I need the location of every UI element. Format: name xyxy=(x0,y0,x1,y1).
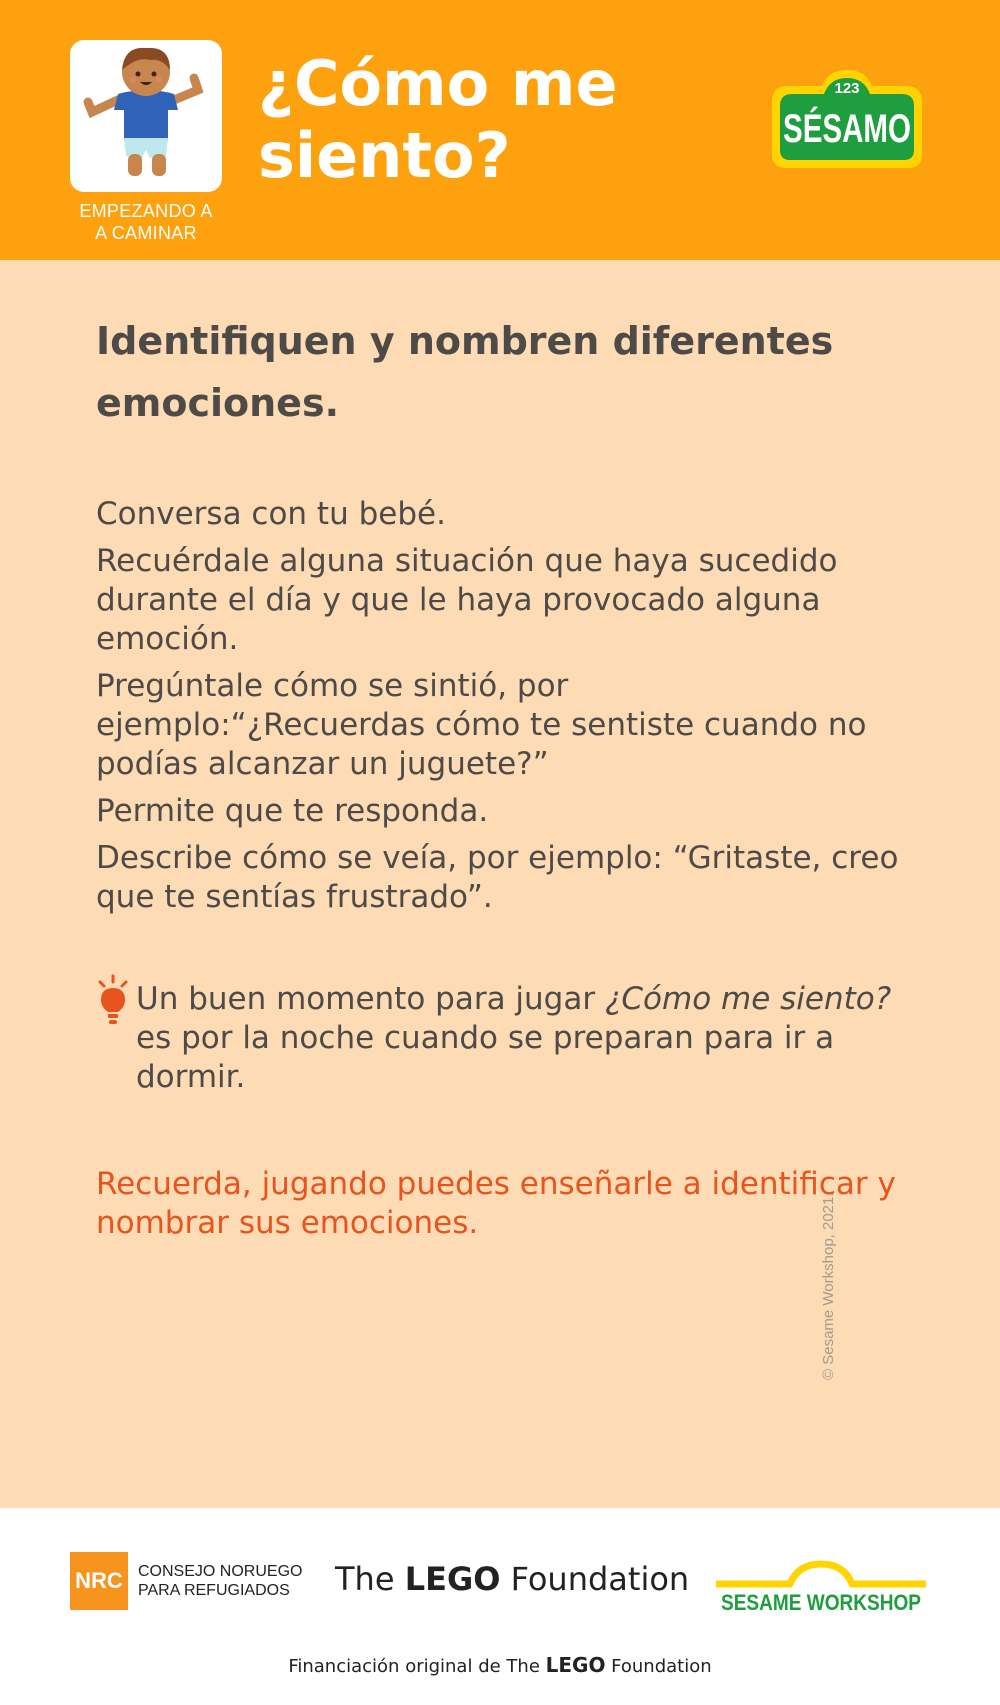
lego-word: LEGO xyxy=(404,1560,501,1598)
toddler-card xyxy=(70,40,222,192)
nrc-line2: PARA REFUGIADOS xyxy=(138,1582,290,1599)
footer xyxy=(0,1508,1000,1705)
sesamo-number: 123 xyxy=(834,80,860,97)
funding-foundation: Foundation xyxy=(605,1656,712,1677)
title-line2: siento? xyxy=(258,119,511,192)
instruction-2: Recuérdale alguna situación que haya sucedido durante el día y que le haya provocado alguna emoción. xyxy=(96,543,838,657)
instruction-5: Describe cómo se veía, por ejemplo: “Gritaste, creo que te sentías frustrado”. xyxy=(96,840,899,915)
activity-subtitle: Identifiquen y nombren diferentes emociones. xyxy=(96,319,834,425)
nrc-logo: NRC xyxy=(70,1552,128,1610)
nrc-line1: CONSEJO NORUEGO xyxy=(138,1563,303,1580)
tip-text xyxy=(136,980,916,1097)
sesamo-name: SÉSAMO xyxy=(783,107,957,151)
tip-suffix: es por la noche cuando se preparan para ir a dormir. xyxy=(136,1020,835,1095)
tip-game-name: ¿Cómo me siento? xyxy=(604,981,892,1017)
instruction-4: Permite que te responda. xyxy=(96,793,489,829)
lego-foundation-logo xyxy=(335,1560,689,1598)
instructions xyxy=(96,495,906,925)
funding-note xyxy=(0,1653,1000,1677)
nrc-name xyxy=(138,1562,338,1600)
copyright-notice: © Sesame Workshop, 2021. xyxy=(820,1192,837,1380)
lightbulb-icon xyxy=(96,974,130,1026)
funding-lego: LEGO xyxy=(545,1653,606,1677)
title-line1: ¿Cómo me xyxy=(258,47,618,120)
sesamo-logo xyxy=(762,62,957,174)
age-label-line1: EMPEZANDO A xyxy=(79,201,213,221)
funding-prefix: Financiación original de xyxy=(288,1656,507,1677)
page-title xyxy=(258,48,698,192)
header xyxy=(0,0,1000,260)
sesame-workshop-text: SESAME WORKSHOP xyxy=(721,1590,921,1615)
funding-the: The xyxy=(506,1656,546,1677)
age-label-line2: A CAMINAR xyxy=(95,223,197,243)
instruction-3: Pregúntale cómo se sintió, por ejemplo:“¿Recuerdas cómo te sentiste cuando no podías alcanzar un juguete?” xyxy=(96,668,867,782)
sesame-workshop-logo xyxy=(710,1558,932,1616)
tip-section xyxy=(96,980,916,1097)
subtitle-section xyxy=(96,310,896,434)
instruction-1: Conversa con tu bebé. xyxy=(96,496,446,532)
lego-foundation-word: Foundation xyxy=(500,1560,690,1598)
reminder-text: Recuerda, jugando puedes enseñarle a identificar y nombrar sus emociones. xyxy=(96,1166,896,1241)
lego-the: The xyxy=(335,1560,405,1598)
age-stage-label xyxy=(55,200,237,244)
tip-prefix: Un buen momento para jugar xyxy=(136,981,605,1017)
toddler-illustration xyxy=(70,40,222,192)
